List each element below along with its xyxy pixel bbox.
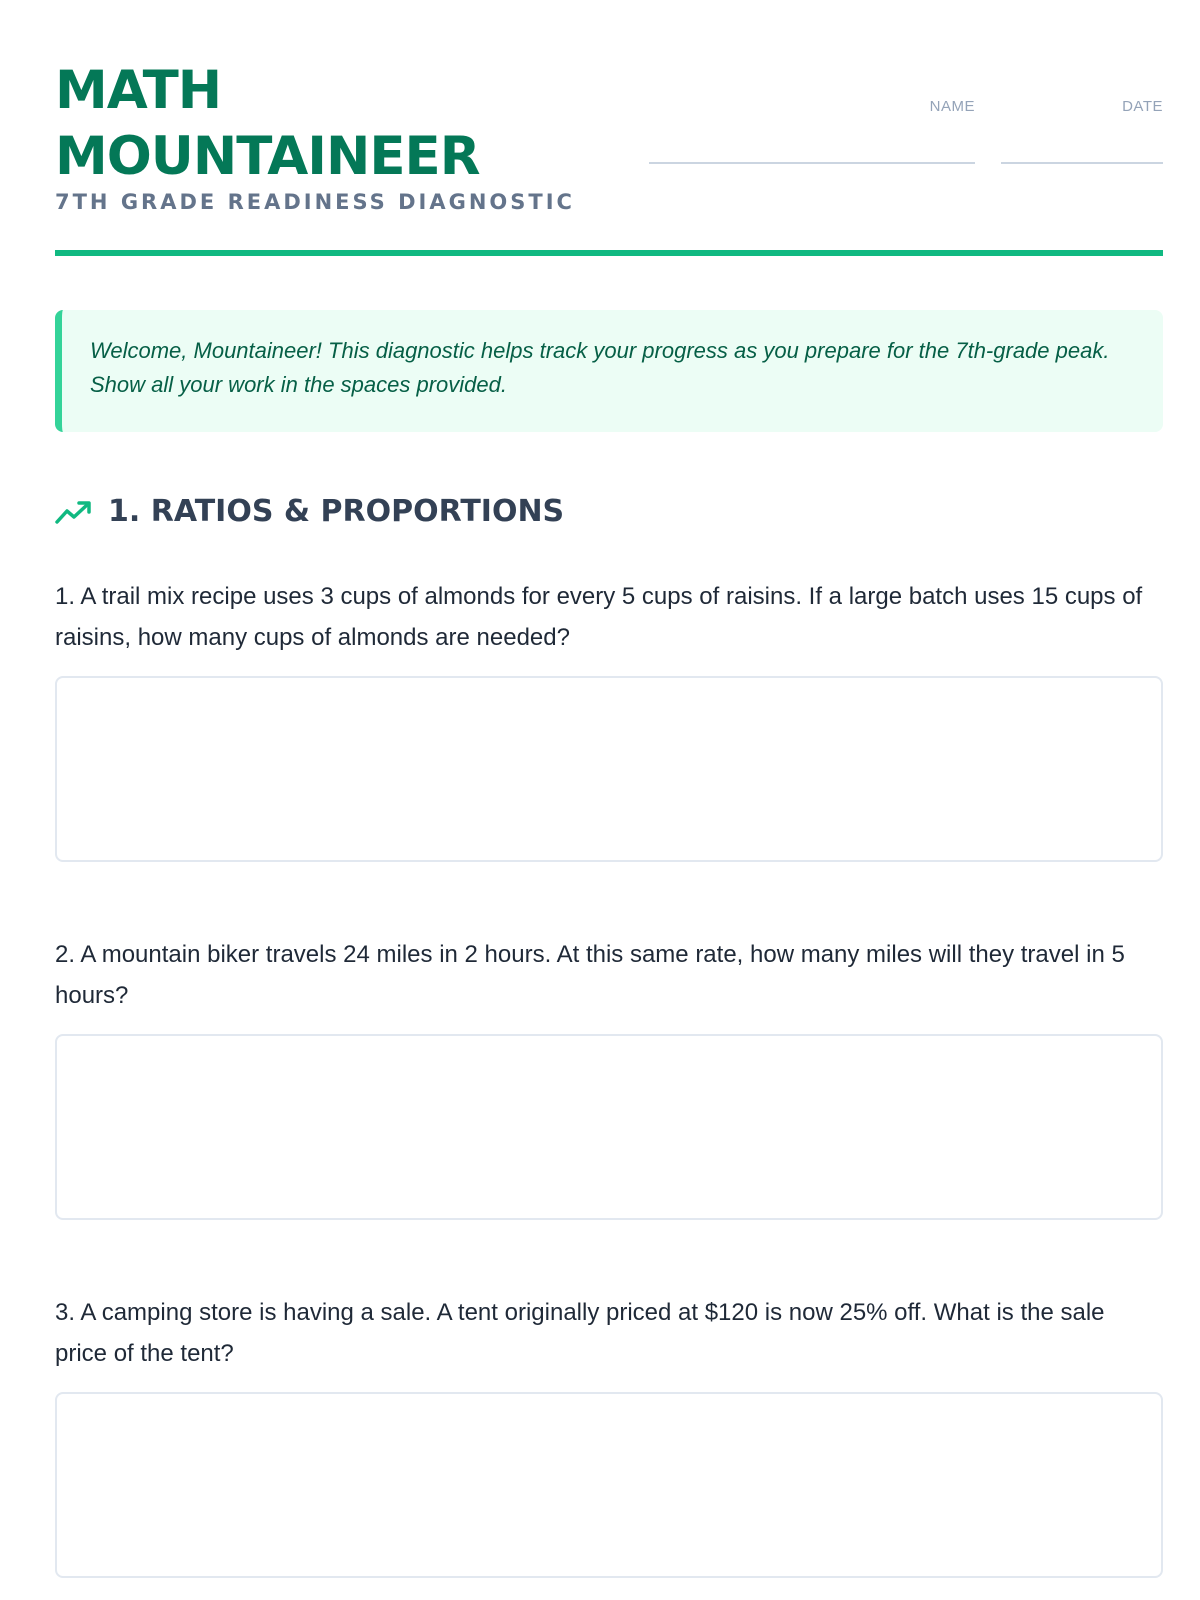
question-item <box>55 576 1163 658</box>
intro-text: Welcome, Mountaineer! This diagnostic helps track your progress as you prepare for the 7th-grade peak. Show all your work in the spaces provided. <box>90 338 1110 397</box>
worksheet-header <box>55 58 1163 228</box>
date-line[interactable] <box>1001 162 1163 164</box>
question-text: 2. A mountain biker travels 24 miles in 2 hours. At this same rate, how many miles will they travel in 5 hours? <box>55 941 1125 1009</box>
section-heading <box>55 490 855 534</box>
student-fields <box>649 98 1163 168</box>
section-title: 1. RATIOS & PROPORTIONS <box>108 494 565 529</box>
date-field[interactable] <box>1001 98 1163 168</box>
name-line[interactable] <box>649 162 975 164</box>
date-label: DATE <box>1122 98 1163 115</box>
trending-up-icon <box>55 498 93 526</box>
worksheet-subtitle: 7TH GRADE READINESS DIAGNOSTIC <box>55 190 575 214</box>
question-text: 1. A trail mix recipe uses 3 cups of almonds for every 5 cups of raisins. If a large batch uses 15 cups of raisins, how many cups of almonds are needed? <box>55 583 1143 651</box>
worksheet-title <box>55 58 615 190</box>
header-divider <box>55 250 1163 256</box>
intro-callout <box>55 310 1163 432</box>
name-field[interactable] <box>649 98 975 168</box>
answer-box[interactable] <box>55 676 1163 862</box>
title-line-1: MATH <box>55 60 222 121</box>
name-label: NAME <box>929 98 975 115</box>
answer-box[interactable] <box>55 1034 1163 1220</box>
answer-box[interactable] <box>55 1392 1163 1578</box>
worksheet-page <box>55 0 1163 1600</box>
question-item <box>55 1292 1163 1374</box>
question-item <box>55 934 1163 1016</box>
title-line-2: MOUNTAINEER <box>55 126 480 187</box>
question-text: 3. A camping store is having a sale. A tent originally priced at $120 is now 25% off. What is the sale price of the tent? <box>55 1299 1105 1367</box>
